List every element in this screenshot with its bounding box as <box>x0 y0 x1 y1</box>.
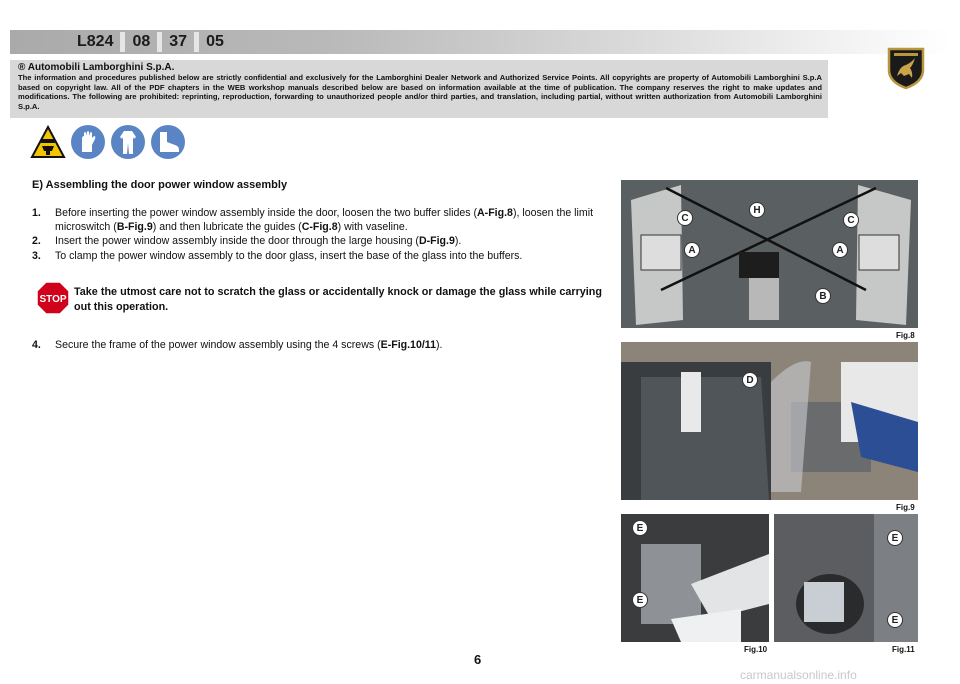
step-number: 2. <box>32 235 41 248</box>
procedure-step <box>32 249 600 263</box>
overalls-icon <box>110 124 146 160</box>
lamborghini-logo-icon <box>886 46 926 90</box>
callout-e: E <box>632 592 648 608</box>
step-text: Insert the power window assembly inside the door through the large housing (D-Fig.9). <box>55 235 462 248</box>
figure-9-caption: Fig.9 <box>896 503 915 512</box>
step-number: 4. <box>32 339 41 351</box>
figure-10-photo <box>621 514 769 642</box>
figure-8-photo <box>621 180 918 328</box>
warning-crush-icon <box>30 124 66 160</box>
procedure-steps <box>32 206 600 263</box>
procedure-step <box>32 234 600 248</box>
callout-c: C <box>677 210 693 226</box>
procedure-step <box>32 206 600 234</box>
callout-c: C <box>843 212 859 228</box>
step-text: To clamp the power window assembly to the door glass, insert the base of the glass into the buffers. <box>55 249 523 262</box>
callout-a: A <box>832 242 848 258</box>
window-regulator-illustration <box>621 180 918 328</box>
warning-text: Take the utmost care not to scratch the glass or accidentally knock or damage the glass while carrying out this operation. <box>74 286 602 313</box>
procedure-step <box>32 339 600 351</box>
company-name: ® Automobili Lamborghini S.p.A. <box>18 62 175 73</box>
section-title: E) Assembling the door power window assembly <box>32 179 288 191</box>
callout-e: E <box>887 530 903 546</box>
figure-11-photo <box>774 514 918 642</box>
page-number: 6 <box>474 652 482 667</box>
step-text: Secure the frame of the power window assembly using the 4 screws (E-Fig.10/11). <box>55 339 443 351</box>
step-number: 3. <box>32 249 41 262</box>
callout-b: B <box>815 288 831 304</box>
safety-icons <box>30 124 186 160</box>
warning-note <box>36 281 602 317</box>
gloves-icon <box>70 124 106 160</box>
stop-label: STOP <box>39 294 67 305</box>
safety-shoe-icon <box>150 124 186 160</box>
figure-10-caption: Fig.10 <box>744 645 768 654</box>
step-text: Before inserting the power window assembly inside the door, loosen the two buffer slides (A-Fig.8), loosen the limit microswitch (B-Fig.9) and then lubricate the guides (C-Fig.8) with vaseline. <box>55 207 594 234</box>
callout-d: D <box>742 372 758 388</box>
figure-8-caption: Fig.8 <box>896 331 915 340</box>
callout-a: A <box>684 242 700 258</box>
document-codes <box>70 30 231 54</box>
copyright-notice: The information and procedures published below are strictly confidential and exclusively for the Lamborghini Dealer Network and Authorized Service Points. All copyrights are property of Automobili Lamborghini S.p.A based on copyright law. All of the PDF chapters in the WEB workshop manuals described below are based on information available at the time of publication. The company reserves the right to make updates and modifications. The following are prohibited: reprinting, reproduction, forwarding to unauthorized people and/or third parties, and translation, including partial, without written authorization from Automobili Lamborghini S.p.A. <box>18 73 822 111</box>
callout-e: E <box>632 520 648 536</box>
model-code: L824 <box>77 33 114 50</box>
subgroup-code: 37 <box>169 33 188 50</box>
figure-11-caption: Fig.11 <box>892 645 915 654</box>
figure-9-photo <box>621 342 918 500</box>
step-number: 1. <box>32 207 41 219</box>
group-code: 08 <box>132 33 151 50</box>
callout-e: E <box>887 612 903 628</box>
watermark: carmanualsonline.info <box>740 668 857 682</box>
stop-sign-icon <box>36 281 70 315</box>
section-code: 05 <box>206 33 224 50</box>
callout-h: H <box>749 202 765 218</box>
